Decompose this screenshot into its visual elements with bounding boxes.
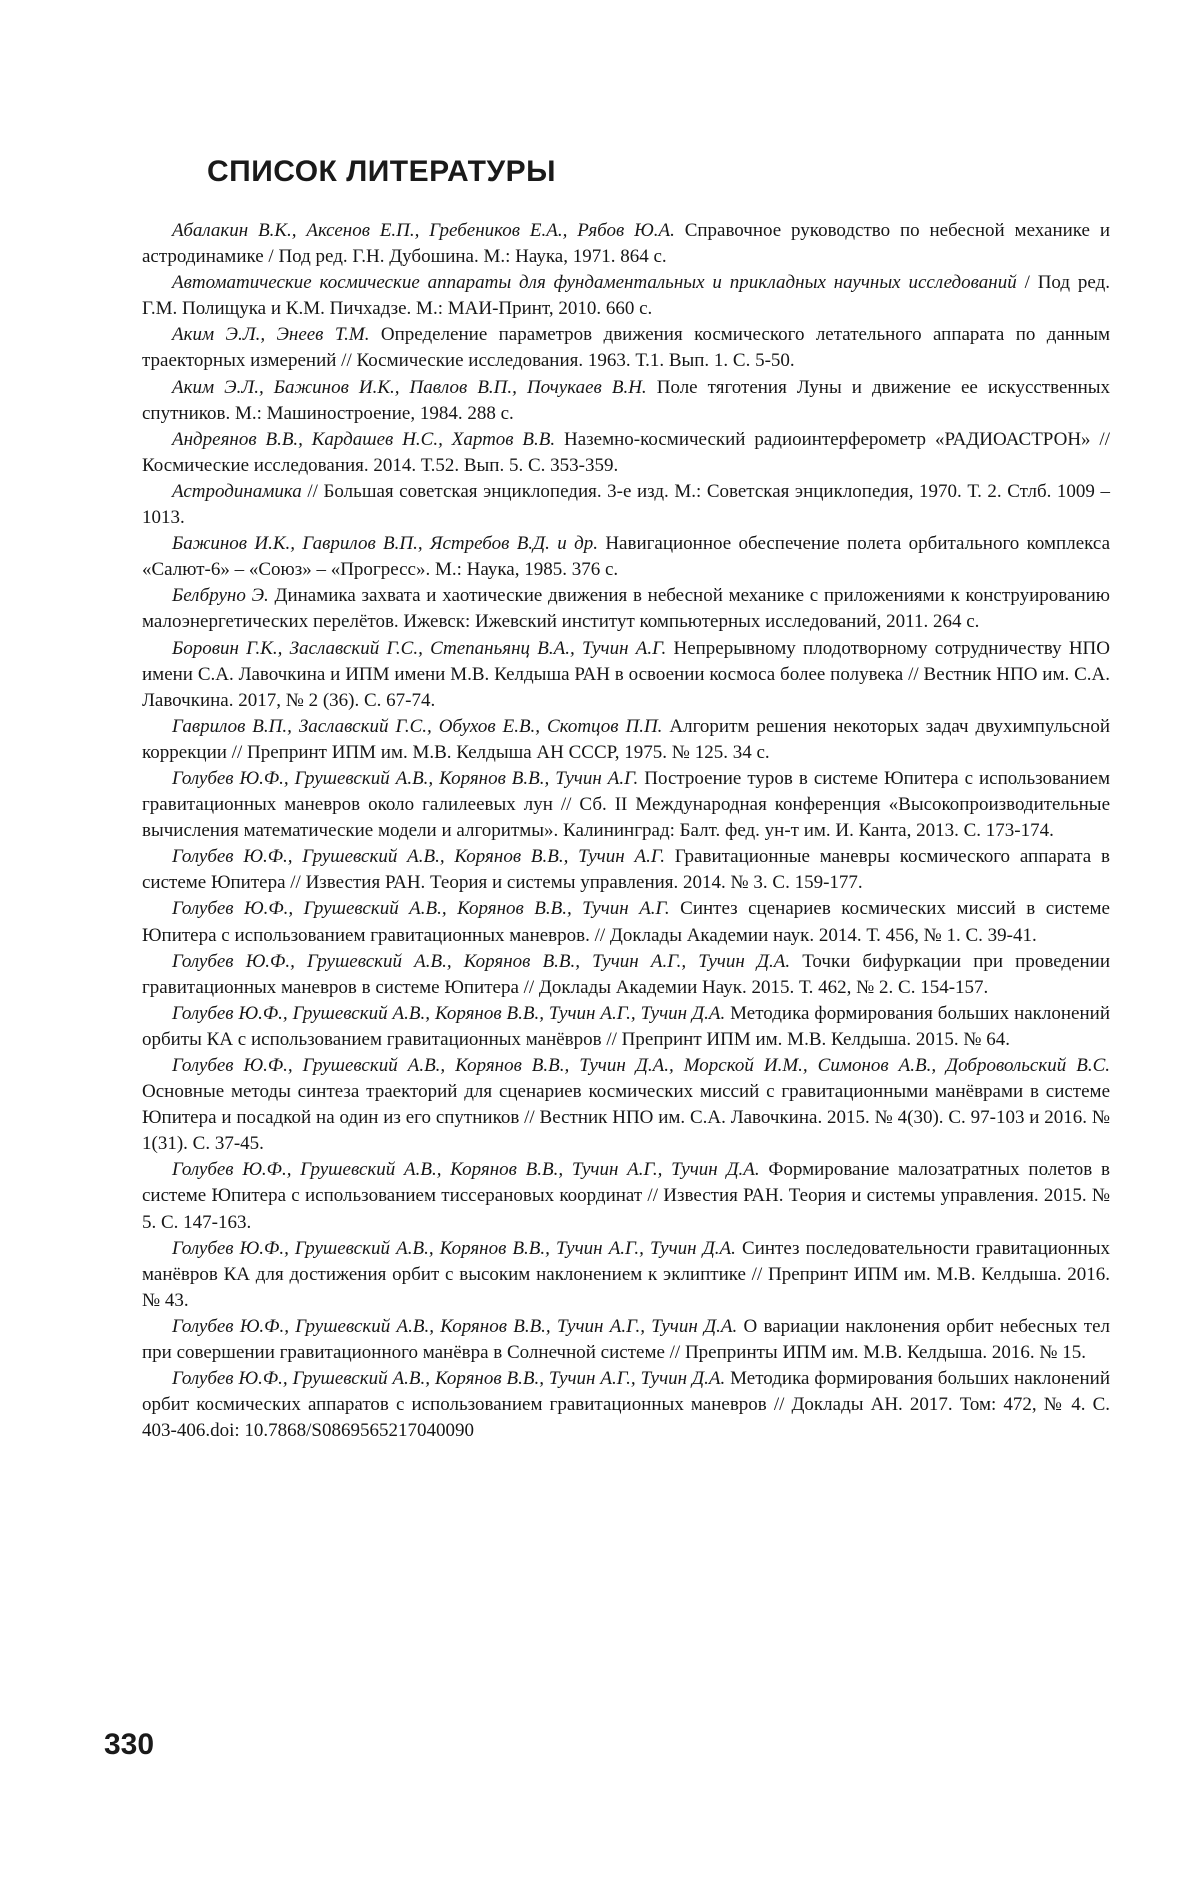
reference-text: О вариации наклонения орбит небесных тел при совершении гравитационного манёвра в Солнечной системе // Препринты ИПМ им. М.В. Келдыша. 2016. № 15. bbox=[142, 1316, 1110, 1363]
reference-item bbox=[142, 479, 1110, 531]
reference-item bbox=[142, 1001, 1110, 1053]
reference-item bbox=[142, 949, 1110, 1001]
reference-item bbox=[142, 1314, 1110, 1366]
reference-text: Динамика захвата и хаотические движения в небесной механике с приложениями к конструированию малоэнергетических перелётов. Ижевск: Ижевский институт компьютерных исследований, 2011. 264 с. bbox=[142, 585, 1110, 632]
reference-item bbox=[142, 322, 1110, 374]
reference-item bbox=[142, 1236, 1110, 1314]
reference-authors: Голубев Ю.Ф., Грушевский А.В., Корянов В.В., Тучин А.Г. bbox=[172, 898, 670, 919]
reference-item bbox=[142, 766, 1110, 844]
reference-text: Синтез сценариев космических миссий в системе Юпитера с использованием гравитационных маневров. // Доклады Академии наук. 2014. Т. 456, № 1. С. 39-41. bbox=[142, 898, 1110, 945]
reference-item bbox=[142, 218, 1110, 270]
reference-authors: Бажинов И.К., Гаврилов В.П., Ястребов В.Д. и др. bbox=[172, 533, 598, 554]
reference-item bbox=[142, 1366, 1110, 1444]
reference-authors: Голубев Ю.Ф., Грушевский А.В., Корянов В.В., Тучин А.Г., Тучин Д.А. bbox=[172, 1238, 736, 1259]
reference-authors: Голубев Ю.Ф., Грушевский А.В., Корянов В.В., Тучин А.Г., Тучин Д.А. bbox=[172, 1159, 760, 1180]
reference-text: Поле тяготения Луны и движение ее искусственных спутников. М.: Машиностроение, 1984. 288 с. bbox=[142, 377, 1110, 424]
reference-text: Навигационное обеспечение полета орбитального комплекса «Салют-6» – «Союз» – «Прогресс». М.: Наука, 1985. 376 с. bbox=[142, 533, 1110, 580]
reference-item bbox=[142, 375, 1110, 427]
reference-item bbox=[142, 714, 1110, 766]
reference-authors: Боровин Г.К., Заславский Г.С., Степаньянц В.А., Тучин А.Г. bbox=[172, 638, 666, 659]
reference-text: Синтез последовательности гравитационных манёвров КА для достижения орбит с высоким наклонением к эклиптике // Препринт ИПМ им. М.В. Келдыша. 2016. № 43. bbox=[142, 1238, 1110, 1311]
page-title: СПИСОК ЛИТЕРАТУРЫ bbox=[207, 155, 556, 189]
reference-text: Методика формирования больших наклонений орбит космических аппаратов с использованием гравитационных маневров // Доклады АН. 2017. Том: 472, № 4. С. 403-406.doi: 10.7868/S0869565217040090 bbox=[142, 1368, 1110, 1441]
page-number: 330 bbox=[104, 1728, 154, 1762]
reference-authors: Аким Э.Л., Бажинов И.К., Павлов В.П., Почукаев В.Н. bbox=[172, 377, 647, 398]
reference-text: Точки бифуркации при проведении гравитационных маневров в системе Юпитера // Доклады Академии Наук. 2015. Т. 462, № 2. С. 154-157. bbox=[142, 951, 1110, 998]
reference-item bbox=[142, 636, 1110, 714]
reference-text: Гравитационные маневры космического аппарата в системе Юпитера // Известия РАН. Теория и системы управления. 2014. № 3. С. 159-177. bbox=[142, 846, 1110, 893]
reference-item bbox=[142, 844, 1110, 896]
reference-authors: Астродинамика bbox=[172, 481, 302, 502]
reference-authors: Белбруно Э. bbox=[172, 585, 269, 606]
reference-text: Справочное руководство по небесной механике и астродинамике / Под ред. Г.Н. Дубошина. М.: Наука, 1971. 864 с. bbox=[142, 220, 1110, 267]
reference-authors: Голубев Ю.Ф., Грушевский А.В., Корянов В.В., Тучин А.Г. bbox=[172, 846, 665, 867]
reference-authors: Аким Э.Л., Энеев Т.М. bbox=[172, 324, 370, 345]
reference-authors: Голубев Ю.Ф., Грушевский А.В., Корянов В.В., Тучин Д.А., Морской И.М., Симонов А.В., Добровольский В.С. bbox=[172, 1055, 1110, 1076]
reference-text: Основные методы синтеза траекторий для сценариев космических миссий с гравитационными манёврами в системе Юпитера и посадкой на один из его спутников // Вестник НПО им. С.А. Лавочкина. 2015. № 4(30). С. 97-103 и 2016. № 1(31). С. 37-45. bbox=[142, 1081, 1110, 1154]
reference-text: Непрерывному плодотворному сотрудничеству НПО имени С.А. Лавочкина и ИПМ имени М.В. Келдыша РАН в освоении космоса более полувека // Вестник НПО им. С.А. Лавочкина. 2017, № 2 (36). С. 67-74. bbox=[142, 638, 1110, 711]
reference-text: Построение туров в системе Юпитера с использованием гравитационных маневров около галилеевых лун // Сб. II Международная конференция «Высокопроизводительные вычисления математические модели и алгоритмы». Калининград: Балт. фед. ун-т им. И. Канта, 2013. С. 173-174. bbox=[142, 768, 1110, 841]
reference-text: Формирование малозатратных полетов в системе Юпитера с использованием тиссерановых координат // Известия РАН. Теория и системы управления. 2015. № 5. С. 147-163. bbox=[142, 1159, 1110, 1232]
reference-authors: Голубев Ю.Ф., Грушевский А.В., Корянов В.В., Тучин А.Г., Тучин Д.А. bbox=[172, 1003, 725, 1024]
reference-item bbox=[142, 1053, 1110, 1157]
reference-text: Наземно-космический радиоинтерферометр «РАДИОАСТРОН» // Космические исследования. 2014. Т.52. Вып. 5. С. 353-359. bbox=[142, 429, 1110, 476]
reference-authors: Автоматические космические аппараты для фундаментальных и прикладных научных исследований bbox=[172, 272, 1017, 293]
reference-authors: Голубев Ю.Ф., Грушевский А.В., Корянов В.В., Тучин А.Г., Тучин Д.А. bbox=[172, 1316, 737, 1337]
reference-authors: Голубев Ю.Ф., Грушевский А.В., Корянов В.В., Тучин А.Г., Тучин Д.А. bbox=[172, 1368, 725, 1389]
reference-list bbox=[142, 218, 1110, 1444]
reference-authors: Голубев Ю.Ф., Грушевский А.В., Корянов В.В., Тучин А.Г. bbox=[172, 768, 638, 789]
reference-text: / Под ред. Г.М. Полищука и К.М. Пичхадзе. М.: МАИ-Принт, 2010. 660 с. bbox=[142, 272, 1110, 319]
document-page bbox=[0, 0, 1200, 1890]
reference-text: Алгоритм решения некоторых задач двухимпульсной коррекции // Препринт ИПМ им. М.В. Келдыша АН СССР, 1975. № 125. 34 с. bbox=[142, 716, 1110, 763]
reference-authors: Гаврилов В.П., Заславский Г.С., Обухов Е.В., Скотцов П.П. bbox=[172, 716, 662, 737]
reference-authors: Андреянов В.В., Кардашев Н.С., Хартов В.В. bbox=[172, 429, 555, 450]
reference-authors: Голубев Ю.Ф., Грушевский А.В., Корянов В.В., Тучин А.Г., Тучин Д.А. bbox=[172, 951, 790, 972]
reference-text: Определение параметров движения космического летательного аппарата по данным траекторных измерений // Космические исследования. 1963. Т.1. Вып. 1. С. 5-50. bbox=[142, 324, 1110, 371]
reference-authors: Абалакин В.К., Аксенов Е.П., Гребеников Е.А., Рябов Ю.А. bbox=[172, 220, 675, 241]
reference-item bbox=[142, 583, 1110, 635]
reference-item bbox=[142, 270, 1110, 322]
reference-text: Методика формирования больших наклонений орбиты КА с использованием гравитационных манёвров // Препринт ИПМ им. М.В. Келдыша. 2015. № 64. bbox=[142, 1003, 1110, 1050]
reference-item bbox=[142, 531, 1110, 583]
reference-text: // Большая советская энциклопедия. 3-е изд. М.: Советская энциклопедия, 1970. Т. 2. Стлб. 1009 – 1013. bbox=[142, 481, 1110, 528]
reference-item bbox=[142, 896, 1110, 948]
reference-item bbox=[142, 427, 1110, 479]
reference-item bbox=[142, 1157, 1110, 1235]
